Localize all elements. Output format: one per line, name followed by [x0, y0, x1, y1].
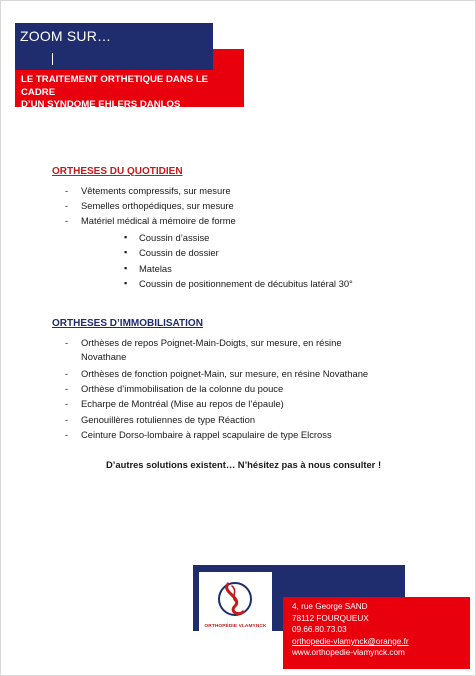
list-item: - Orthèses de fonction poignet-Main, sur mesure, en résine Novathane	[0, 366, 381, 381]
closing-note: D’autres solutions existent… N’hésitez pas à nous consulter !	[106, 459, 382, 470]
memory-foam-sublist	[0, 230, 353, 292]
website-link[interactable]: www.orthopedie-vlamynck.com	[292, 648, 405, 658]
page-subtitle	[21, 74, 241, 112]
city-line: 78112 FOURQUEUX	[292, 613, 369, 623]
list-item: - Matériel médical à mémoire de forme	[0, 213, 381, 228]
list-item: - Vêtements compressifs, sur mesure	[0, 183, 381, 198]
contact-details	[292, 601, 409, 659]
sublist-item: ▪ Coussin d’assise	[0, 230, 353, 245]
logo-text: ORTHOPÉDIE VLAMYNCK	[204, 624, 267, 629]
phone-number: 09.66.80.73.03	[292, 625, 347, 635]
company-logo	[199, 572, 272, 638]
immobilisation-list	[0, 336, 381, 442]
page-title: ZOOM SUR…	[20, 28, 112, 44]
list-item: - Orthèse d’immobilisation de la colonne du pouce	[0, 381, 381, 396]
sublist-item: ▪ Matelas	[0, 261, 353, 276]
email-link[interactable]: orthopedie-vlamynck@orange.fr	[292, 636, 409, 646]
daily-list	[0, 183, 381, 229]
sublist-item: ▪ Coussin de positionnement de décubitus latéral 30°	[0, 276, 353, 291]
sublist-item: ▪ Coussin de dossier	[0, 245, 353, 260]
subtitle-line: D’UN SYNDOME EHLERS DANLOS	[21, 99, 181, 110]
list-item: - Semelles orthopédiques, sur mesure	[0, 198, 381, 213]
logo-emblem-icon	[199, 572, 272, 624]
list-item-line: Novathane	[81, 351, 127, 362]
list-item-line: Orthèses de repos Poignet-Main-Doigts, sur mesure, en résine	[81, 337, 342, 348]
text-cursor	[52, 53, 53, 65]
section-title-immobilisation: ORTHESES D’IMMOBILISATION	[52, 318, 203, 329]
list-item: - Ceinture Dorso-lombaire à rappel scapulaire de type Elcross	[0, 427, 381, 442]
list-item: - Genouillères rotuliennes de type Réaction	[0, 412, 381, 427]
address-line: 4, rue George SAND	[292, 602, 368, 611]
subtitle-line: LE TRAITEMENT ORTHETIQUE DANS LE CADRE	[21, 74, 209, 98]
list-item: - Echarpe de Montréal (Mise au repos de l’épaule)	[0, 396, 381, 411]
section-title-daily: ORTHESES DU QUOTIDIEN	[52, 166, 183, 177]
list-item	[0, 336, 381, 366]
